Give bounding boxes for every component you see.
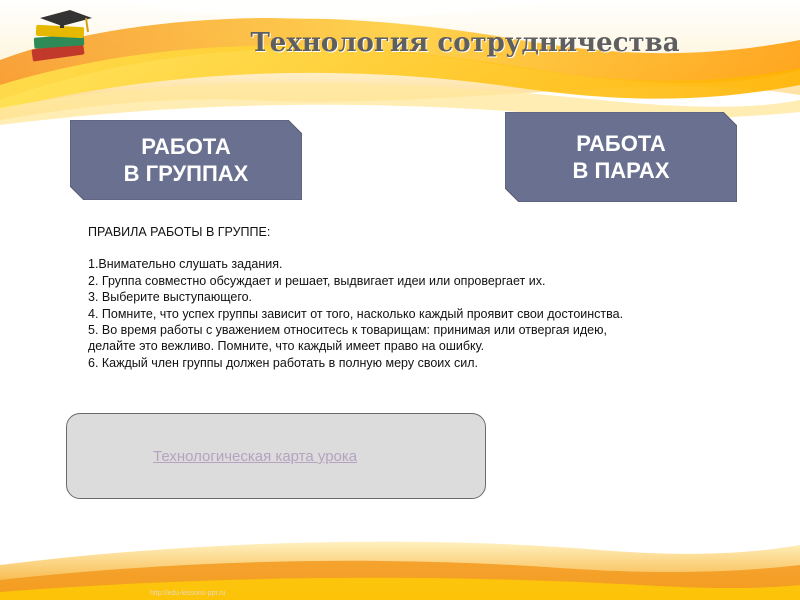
tag-line-1: РАБОТА: [576, 131, 666, 156]
rule-item: 3. Выберите выступающего.: [88, 290, 253, 305]
lesson-map-link[interactable]: Технологическая карта урока: [153, 448, 358, 465]
tag-line-2: В ГРУППАХ: [123, 161, 249, 186]
rule-item: 2. Группа совместно обсуждает и решает, выдвигает идеи или опровергает их.: [88, 273, 546, 288]
work-in-groups-tag[interactable]: [70, 120, 302, 200]
tag-line-1: РАБОТА: [141, 134, 231, 159]
tag-line-2: В ПАРАХ: [572, 158, 670, 183]
rule-item: 1.Внимательно слушать задания.: [88, 257, 283, 272]
slide-title: Технология сотрудничества: [250, 28, 680, 58]
group-rules: [88, 224, 718, 371]
rule-item: делайте это вежливо. Помните, что каждый имеет право на ошибку.: [88, 339, 485, 354]
rules-heading: ПРАВИЛА РАБОТЫ В ГРУППЕ:: [88, 225, 271, 239]
work-in-pairs-tag[interactable]: [505, 112, 737, 202]
rule-item: 4. Помните, что успех группы зависит от того, насколько каждый проявит свои достоинства.: [88, 306, 624, 321]
footer-url: http://edu-lessons-ppt.ru: [150, 590, 226, 597]
books-logo-icon: [22, 4, 102, 74]
rule-item: 6. Каждый член группы должен работать в полную меру своих сил.: [88, 355, 478, 370]
lesson-map-card: [66, 413, 486, 499]
rule-item: 5. Во время работы с уважением относитесь к товарищам: принимая или отвергая идею,: [88, 323, 607, 338]
